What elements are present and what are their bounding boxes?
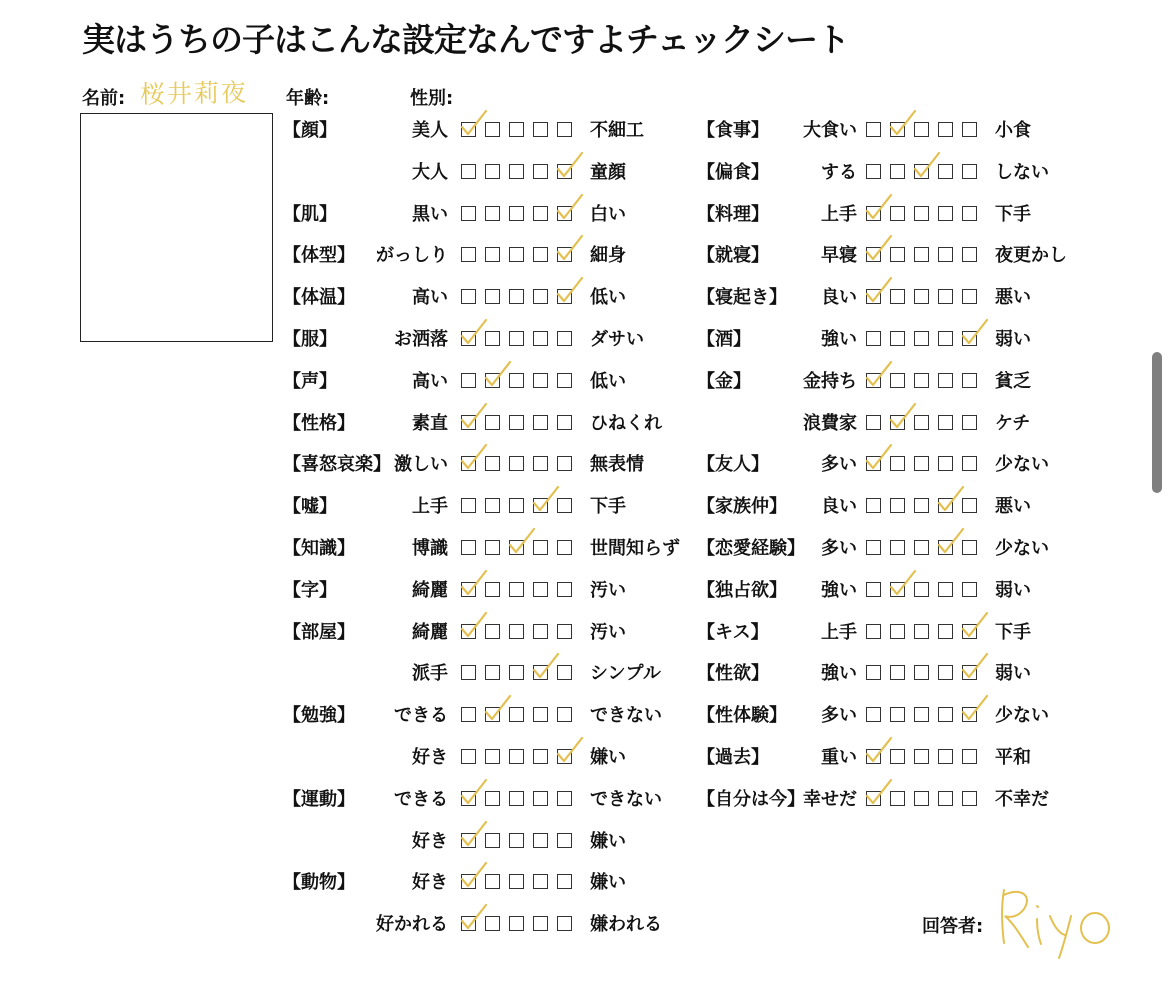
right-choice-label: 白い — [590, 203, 626, 225]
category-label: 【金】 — [697, 370, 751, 392]
scale-checkboxes — [866, 247, 986, 265]
scale-checkbox[interactable] — [533, 833, 548, 848]
scale-checkbox[interactable] — [890, 707, 905, 722]
scale-checkbox[interactable] — [962, 289, 977, 304]
category-label: 【友人】 — [697, 454, 769, 476]
right-choice-label: 少ない — [995, 705, 1049, 727]
left-choice-label: 金持ち — [803, 370, 857, 392]
scale-checkbox[interactable] — [890, 540, 905, 555]
scale-checkbox[interactable] — [866, 582, 881, 597]
left-choice-label: 強い — [821, 579, 857, 601]
left-choice-label: お洒落 — [394, 329, 448, 350]
category-label: 【料理】 — [697, 203, 769, 225]
scale-checkbox[interactable] — [914, 749, 929, 764]
scale-checkboxes — [866, 331, 986, 349]
scale-checkbox[interactable] — [914, 498, 929, 513]
check-mark-icon — [889, 110, 917, 138]
check-mark-icon — [460, 904, 488, 932]
check-mark-icon — [865, 737, 893, 765]
left-choice-label: 多い — [821, 454, 857, 476]
checklist-row — [0, 621, 1100, 645]
scale-checkbox[interactable] — [938, 247, 953, 262]
scale-checkbox[interactable] — [938, 791, 953, 806]
right-choice-label: ケチ — [995, 412, 1031, 434]
scale-checkboxes — [866, 707, 986, 725]
check-mark-icon — [865, 277, 893, 305]
scale-checkbox[interactable] — [914, 373, 929, 388]
checklist-row — [0, 370, 1100, 394]
handwritten-name: 桜井莉夜 — [139, 78, 249, 109]
check-mark-icon — [865, 194, 893, 222]
checklist-row — [0, 871, 1100, 895]
scale-checkboxes — [866, 456, 986, 474]
scale-checkboxes — [866, 624, 986, 642]
left-choice-label: がっしり — [376, 245, 448, 267]
scale-checkbox[interactable] — [962, 749, 977, 764]
scale-checkbox[interactable] — [890, 665, 905, 680]
category-label: 【部屋】 — [283, 621, 355, 643]
left-choice-label: 上手 — [821, 203, 857, 225]
category-label: 【偏食】 — [697, 161, 769, 183]
category-label: 【恋愛経験】 — [697, 538, 805, 559]
scale-checkbox[interactable] — [557, 916, 572, 931]
check-mark-icon — [865, 361, 893, 389]
scale-checkboxes — [866, 206, 986, 224]
scale-checkbox[interactable] — [914, 415, 929, 430]
category-label: 【性体験】 — [697, 705, 787, 727]
sheet-title: 実はうちの子はこんな設定なんですよチェックシート — [82, 20, 850, 59]
scale-checkbox[interactable] — [962, 415, 977, 430]
scale-checkbox[interactable] — [866, 498, 881, 513]
scale-checkboxes — [866, 749, 986, 767]
checklist-row — [0, 119, 1100, 143]
right-choice-label: 少ない — [995, 454, 1049, 476]
scale-checkbox[interactable] — [914, 331, 929, 346]
scale-checkbox[interactable] — [938, 164, 953, 179]
scale-checkbox[interactable] — [962, 164, 977, 179]
scale-checkbox[interactable] — [938, 373, 953, 388]
check-mark-icon — [865, 779, 893, 807]
left-choice-label: 強い — [821, 329, 857, 350]
scale-checkbox[interactable] — [914, 247, 929, 262]
category-label: 【喜怒哀楽】 — [283, 454, 391, 476]
left-choice-label: 博識 — [412, 538, 448, 559]
check-mark-icon — [889, 403, 917, 431]
left-choice-label: 多い — [821, 705, 857, 727]
right-choice-label: 無表情 — [590, 454, 644, 476]
scale-checkbox[interactable] — [962, 791, 977, 806]
left-choice-label: する — [821, 161, 857, 183]
right-choice-label: 汚い — [590, 579, 626, 601]
scale-checkboxes — [866, 498, 986, 516]
category-label: 【服】 — [283, 329, 337, 350]
scale-checkboxes — [866, 289, 986, 307]
left-choice-label: できる — [394, 788, 448, 810]
scale-checkbox[interactable] — [938, 206, 953, 221]
checklist-row — [0, 579, 1100, 603]
scale-checkbox[interactable] — [890, 331, 905, 346]
age-label: 年齢: — [286, 88, 330, 109]
name-label: 名前: — [82, 88, 126, 109]
left-choice-label: 浪費家 — [803, 412, 857, 434]
scale-checkbox[interactable] — [914, 456, 929, 471]
left-choice-label: 上手 — [821, 621, 857, 643]
right-choice-label: 低い — [590, 287, 626, 309]
right-choice-label: 下手 — [995, 621, 1031, 643]
scale-checkbox[interactable] — [509, 833, 524, 848]
left-choice-label: 綺麗 — [412, 579, 448, 601]
left-choice-label: 素直 — [412, 412, 448, 434]
scale-checkbox[interactable] — [914, 206, 929, 221]
left-choice-label: 良い — [821, 496, 857, 518]
check-mark-icon — [889, 570, 917, 598]
check-mark-icon — [460, 821, 488, 849]
scale-checkbox[interactable] — [938, 707, 953, 722]
checklist-row — [0, 203, 1100, 227]
right-choice-label: ダサい — [590, 329, 644, 350]
category-label: 【性欲】 — [697, 663, 769, 685]
right-choice-label: 弱い — [995, 329, 1031, 350]
right-choice-label: 弱い — [995, 663, 1031, 685]
scale-checkbox[interactable] — [938, 456, 953, 471]
right-choice-label: 弱い — [995, 579, 1031, 601]
right-choice-label: 嫌い — [590, 830, 626, 852]
checklist-row — [0, 244, 1100, 268]
category-label: 【肌】 — [283, 203, 337, 225]
category-label: 【家族仲】 — [697, 496, 787, 518]
check-mark-icon — [865, 444, 893, 472]
scale-checkbox[interactable] — [938, 749, 953, 764]
scale-checkboxes — [866, 665, 986, 683]
scale-checkbox[interactable] — [914, 540, 929, 555]
respondent-label: 回答者: — [922, 916, 984, 937]
scale-checkbox[interactable] — [866, 540, 881, 555]
scale-checkbox[interactable] — [938, 122, 953, 137]
scale-checkbox[interactable] — [914, 791, 929, 806]
check-mark-icon — [961, 695, 989, 723]
check-mark-icon — [913, 152, 941, 180]
right-choice-label: 夜更かし — [995, 245, 1067, 267]
left-choice-label: 好き — [412, 830, 448, 852]
checklist-row — [0, 412, 1100, 436]
scale-checkbox[interactable] — [962, 206, 977, 221]
scale-checkbox[interactable] — [485, 833, 500, 848]
scale-checkbox[interactable] — [866, 624, 881, 639]
checklist-row — [0, 662, 1100, 686]
right-choice-label: 悪い — [995, 496, 1031, 518]
scale-checkbox[interactable] — [914, 289, 929, 304]
left-choice-label: 重い — [821, 747, 857, 768]
scale-checkbox[interactable] — [890, 373, 905, 388]
scale-checkbox[interactable] — [890, 164, 905, 179]
checklist-row — [0, 704, 1100, 728]
checklist-row — [0, 830, 1100, 854]
scale-checkbox[interactable] — [914, 707, 929, 722]
left-choice-label: できる — [394, 705, 448, 727]
check-mark-icon — [937, 486, 965, 514]
category-label: 【体温】 — [283, 287, 355, 309]
checklist-row — [0, 746, 1100, 770]
left-choice-label: 早寝 — [821, 245, 857, 267]
right-choice-label: できない — [590, 705, 662, 727]
vertical-scrollbar[interactable] — [1152, 352, 1162, 493]
left-choice-label: 上手 — [412, 496, 448, 518]
category-label: 【運動】 — [283, 788, 355, 810]
check-mark-icon — [961, 612, 989, 640]
left-choice-label: 幸せだ — [803, 788, 857, 810]
right-choice-label: 貧乏 — [995, 370, 1031, 392]
scale-checkbox[interactable] — [866, 164, 881, 179]
scale-checkbox[interactable] — [866, 707, 881, 722]
right-choice-label: 嫌われる — [590, 914, 662, 936]
left-choice-label: 良い — [821, 287, 857, 309]
left-choice-label: 黒い — [412, 203, 448, 225]
left-choice-label: 高い — [412, 370, 448, 392]
category-label: 【性格】 — [283, 412, 355, 434]
right-choice-label: しない — [995, 161, 1049, 183]
scale-checkbox[interactable] — [962, 456, 977, 471]
category-label: 【字】 — [283, 579, 337, 601]
left-choice-label: 大食い — [803, 120, 857, 141]
category-label: 【寝起き】 — [697, 287, 787, 309]
left-choice-label: 美人 — [412, 120, 448, 141]
scale-checkbox[interactable] — [890, 749, 905, 764]
scale-checkbox[interactable] — [485, 874, 500, 889]
category-label: 【就寝】 — [697, 245, 769, 267]
right-choice-label: できない — [590, 788, 662, 810]
gender-label: 性別: — [410, 88, 454, 109]
scale-checkbox[interactable] — [938, 624, 953, 639]
scale-checkbox[interactable] — [962, 582, 977, 597]
left-choice-label: 高い — [412, 287, 448, 309]
left-choice-label: 好かれる — [376, 914, 448, 936]
scale-checkbox[interactable] — [533, 874, 548, 889]
category-label: 【食事】 — [697, 120, 769, 141]
respondent-signature — [992, 885, 1117, 960]
check-mark-icon — [937, 528, 965, 556]
right-choice-label: 細身 — [590, 245, 626, 267]
scale-checkboxes — [461, 874, 581, 892]
category-label: 【勉強】 — [283, 705, 355, 727]
right-choice-label: 少ない — [995, 538, 1049, 559]
scale-checkboxes — [461, 833, 581, 851]
scale-checkbox[interactable] — [890, 289, 905, 304]
right-choice-label: 童顔 — [590, 161, 626, 183]
left-choice-label: 多い — [821, 538, 857, 559]
scale-checkbox[interactable] — [509, 874, 524, 889]
checklist-row — [0, 495, 1100, 519]
category-label: 【独占欲】 — [697, 579, 787, 601]
scale-checkboxes — [866, 415, 986, 433]
scale-checkbox[interactable] — [938, 665, 953, 680]
scale-checkbox[interactable] — [914, 665, 929, 680]
scale-checkboxes — [866, 373, 986, 391]
scale-checkbox[interactable] — [866, 665, 881, 680]
scale-checkbox[interactable] — [485, 916, 500, 931]
scale-checkbox[interactable] — [962, 540, 977, 555]
checklist-row — [0, 788, 1100, 812]
right-choice-label: 小食 — [995, 120, 1031, 141]
scale-checkbox[interactable] — [866, 415, 881, 430]
scale-checkbox[interactable] — [557, 874, 572, 889]
left-choice-label: 綺麗 — [412, 621, 448, 643]
right-choice-label: 世間知らず — [590, 538, 680, 559]
checklist-row — [0, 161, 1100, 185]
scale-checkbox[interactable] — [890, 206, 905, 221]
check-mark-icon — [460, 862, 488, 890]
scale-checkbox[interactable] — [890, 498, 905, 513]
checklist-row — [0, 453, 1100, 477]
right-choice-label: 低い — [590, 370, 626, 392]
check-mark-icon — [865, 235, 893, 263]
check-mark-icon — [961, 653, 989, 681]
scale-checkbox[interactable] — [509, 916, 524, 931]
scale-checkbox[interactable] — [914, 624, 929, 639]
checklist-row — [0, 286, 1100, 310]
right-choice-label: 不幸だ — [995, 788, 1049, 810]
checklist-row — [0, 328, 1100, 352]
category-label: 【過去】 — [697, 747, 769, 768]
left-choice-label: 大人 — [412, 161, 448, 183]
left-choice-label: 激しい — [394, 454, 448, 476]
scale-checkboxes — [866, 122, 986, 140]
category-label: 【酒】 — [697, 329, 751, 350]
right-choice-label: 嫌い — [590, 747, 626, 768]
category-label: 【キス】 — [697, 621, 769, 643]
right-choice-label: 汚い — [590, 621, 626, 643]
right-choice-label: 下手 — [995, 203, 1031, 225]
left-choice-label: 派手 — [412, 663, 448, 685]
right-choice-label: シンプル — [590, 663, 661, 685]
checklist-row — [0, 537, 1100, 561]
scale-checkbox[interactable] — [866, 331, 881, 346]
scale-checkbox[interactable] — [938, 582, 953, 597]
left-choice-label: 好き — [412, 747, 448, 768]
category-label: 【顔】 — [283, 120, 337, 141]
category-label: 【知識】 — [283, 538, 355, 559]
scale-checkboxes — [461, 916, 581, 934]
scale-checkbox[interactable] — [962, 247, 977, 262]
right-choice-label: ひねくれ — [590, 412, 662, 434]
scale-checkbox[interactable] — [962, 498, 977, 513]
scale-checkbox[interactable] — [938, 289, 953, 304]
right-choice-label: 嫌い — [590, 872, 626, 894]
right-choice-label: 下手 — [590, 496, 626, 518]
right-choice-label: 悪い — [995, 287, 1031, 309]
category-label: 【体型】 — [283, 245, 355, 267]
left-choice-label: 好き — [412, 872, 448, 894]
right-choice-label: 不細工 — [590, 120, 644, 141]
right-choice-label: 平和 — [995, 747, 1031, 768]
scale-checkbox[interactable] — [938, 415, 953, 430]
category-label: 【声】 — [283, 370, 337, 392]
category-label: 【動物】 — [283, 872, 355, 894]
scale-checkbox[interactable] — [962, 373, 977, 388]
scale-checkbox[interactable] — [890, 791, 905, 806]
scale-checkbox[interactable] — [914, 582, 929, 597]
scale-checkbox[interactable] — [890, 624, 905, 639]
scale-checkbox[interactable] — [962, 122, 977, 137]
scale-checkboxes — [866, 791, 986, 809]
check-mark-icon — [961, 319, 989, 347]
scale-checkboxes — [866, 164, 986, 182]
scale-checkbox[interactable] — [866, 122, 881, 137]
scale-checkbox[interactable] — [890, 247, 905, 262]
scale-checkboxes — [866, 540, 986, 558]
scale-checkbox[interactable] — [890, 456, 905, 471]
category-label: 【自分は今】 — [697, 788, 805, 810]
category-label: 【嘘】 — [283, 496, 337, 518]
scale-checkbox[interactable] — [557, 833, 572, 848]
left-choice-label: 強い — [821, 663, 857, 685]
scale-checkbox[interactable] — [938, 331, 953, 346]
scale-checkboxes — [866, 582, 986, 600]
scale-checkbox[interactable] — [533, 916, 548, 931]
scale-checkbox[interactable] — [914, 122, 929, 137]
